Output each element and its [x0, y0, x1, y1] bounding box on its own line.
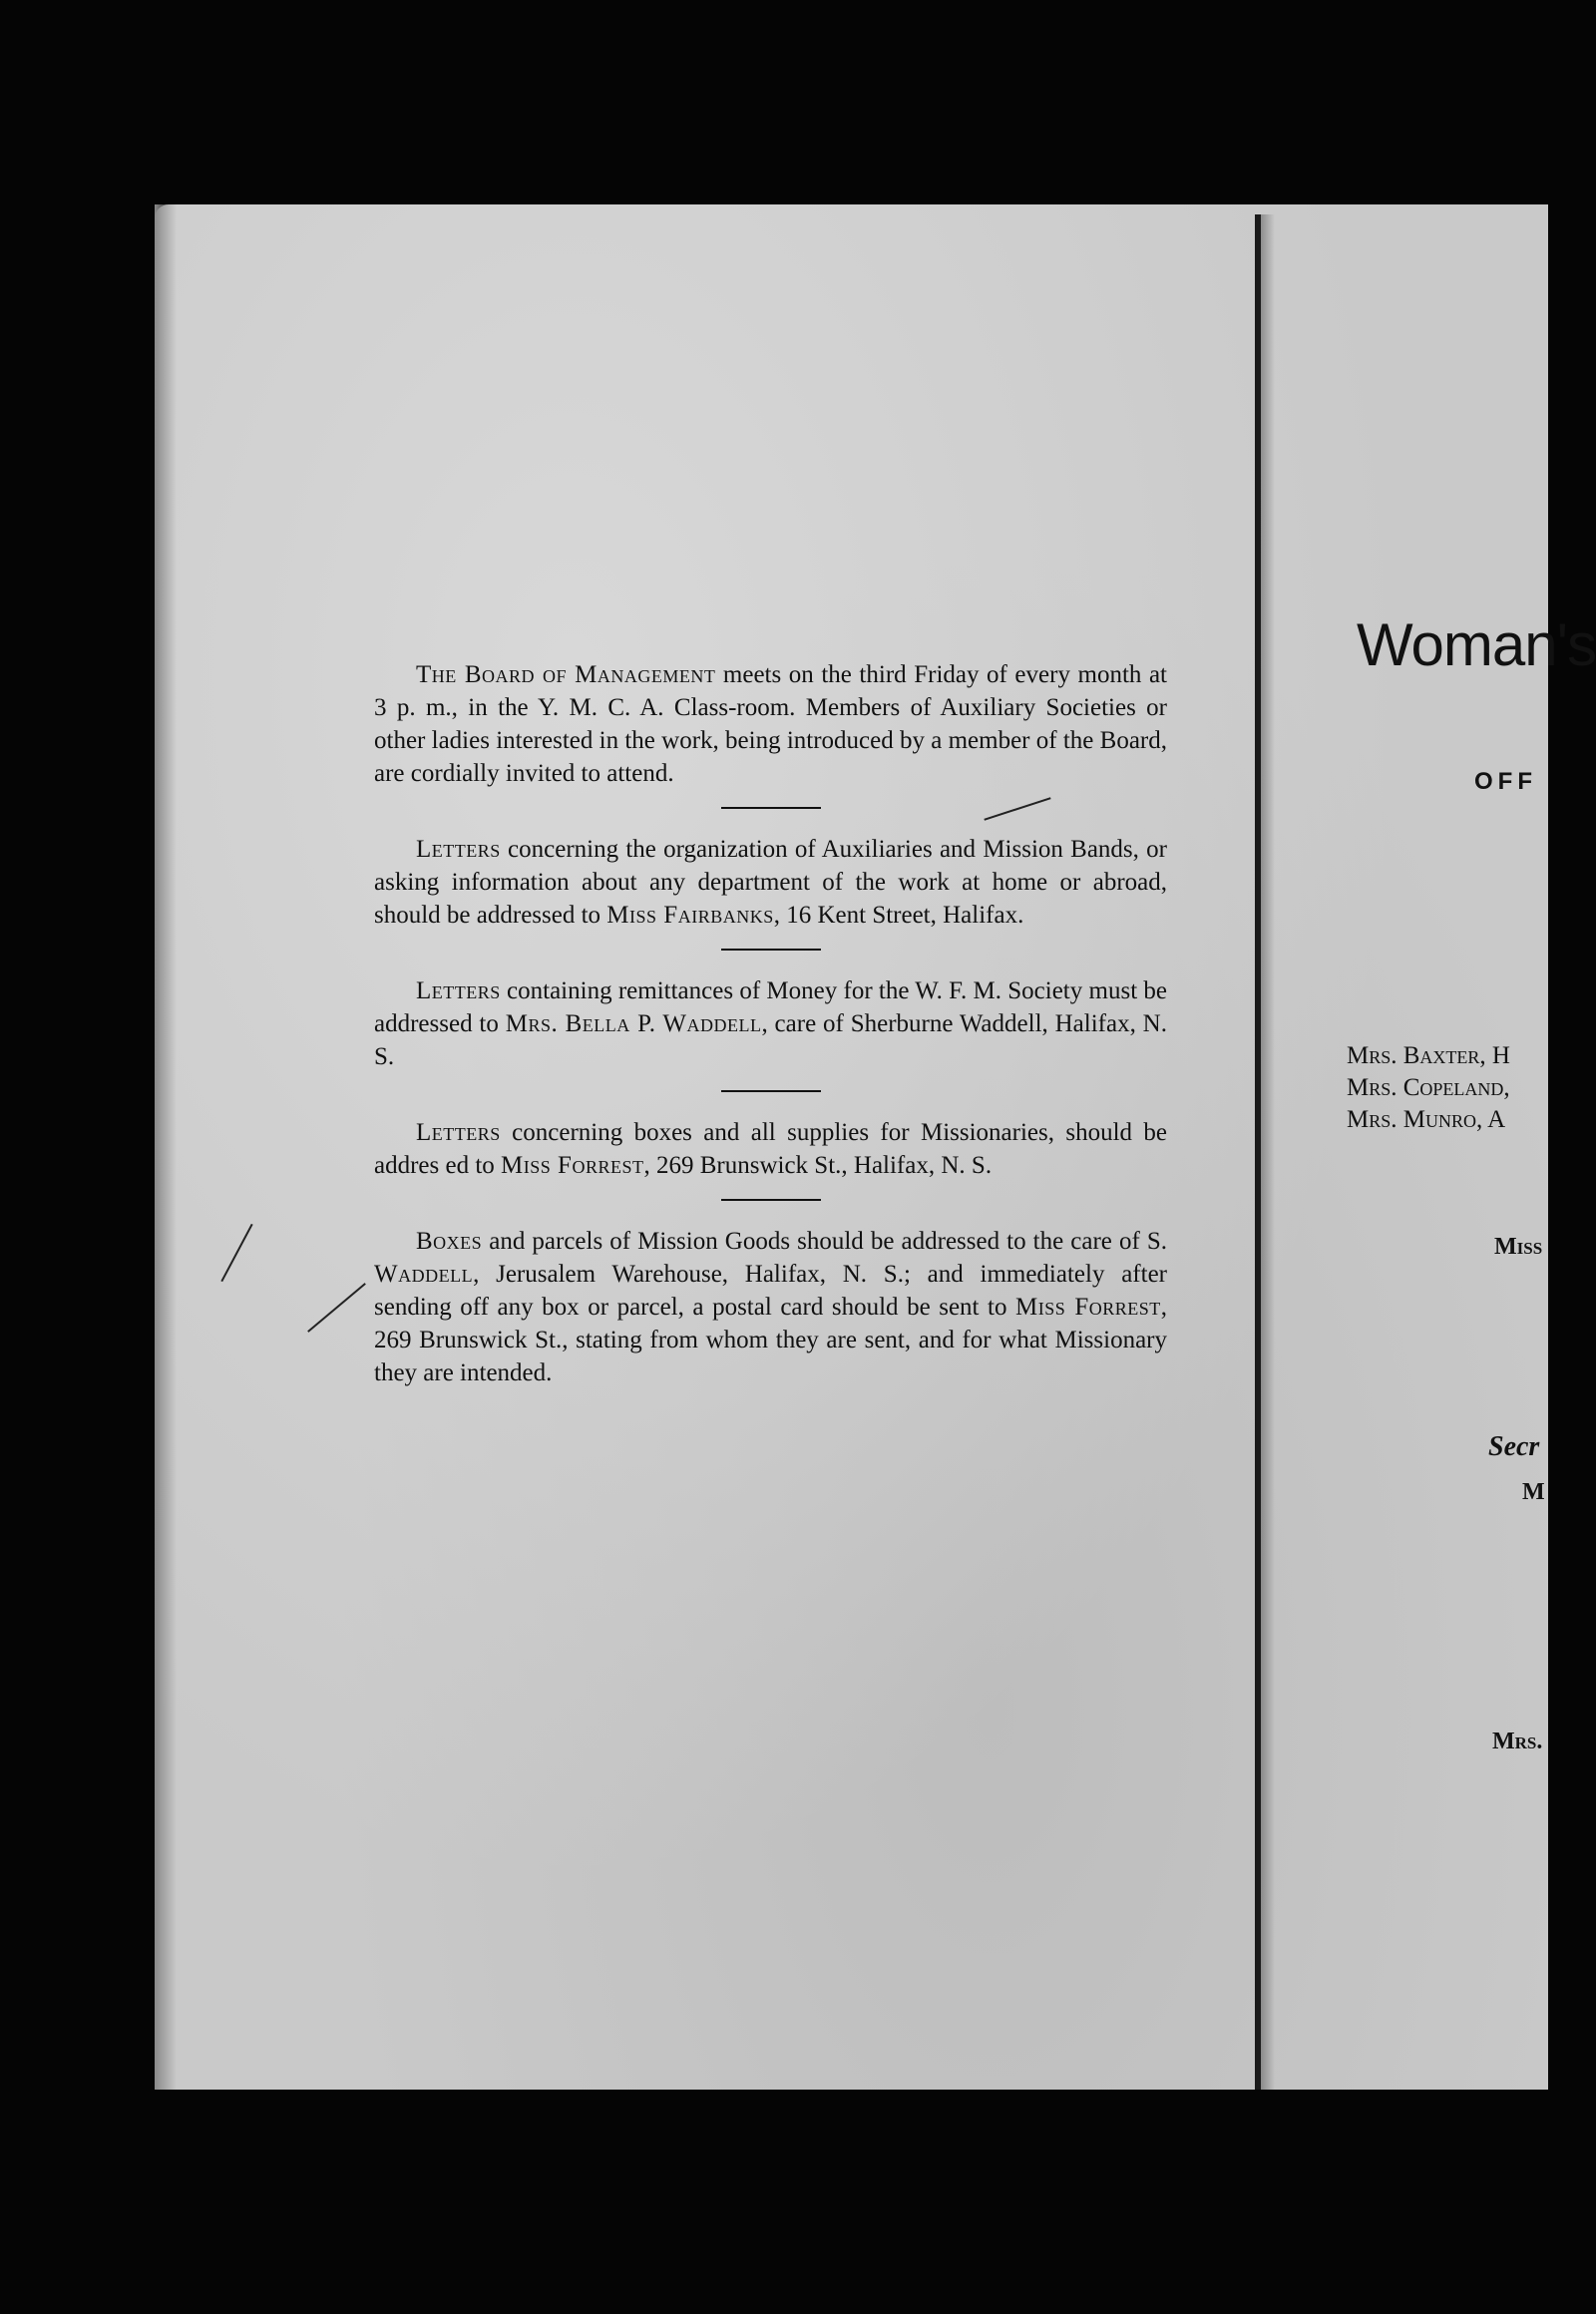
lead-words: The Board of Management	[416, 661, 716, 688]
paragraph-text: concerning the organization of Auxiliaries and Mission Bands, or asking information about any department of the work at home or abroad, should be addressed to	[374, 836, 1167, 929]
divider-rule	[721, 1090, 821, 1092]
paragraph-text: meets on the third Friday of every month at 3 p. m., in the Y. M. C. A. Class-room. Members of Auxiliary Societies or other ladies interested in the work, being introduced by a member of the Board, are cordially invited to attend.	[374, 661, 1167, 787]
officer-line: Mrs. Baxter, H	[1347, 1042, 1510, 1069]
paragraph-remittance-letters	[374, 974, 1167, 1073]
lead-words: Boxes	[416, 1228, 483, 1255]
paragraph-tail: , care of Sherburne Waddell, Halifax, N. S.	[374, 1010, 1167, 1070]
right-page-label: Miss	[1494, 1234, 1543, 1260]
lead-words: Letters	[416, 977, 501, 1004]
right-page-label: M	[1522, 1479, 1545, 1505]
lead-words: Letters	[416, 1119, 501, 1146]
divider-rule	[721, 949, 821, 951]
paragraph-board-meetings	[374, 658, 1167, 790]
paragraph-tail: , 269 Brunswick St., Halifax, N. S.	[643, 1152, 993, 1179]
contact-name: Miss Forrest	[1015, 1294, 1161, 1321]
contact-name: Miss Forrest	[501, 1152, 644, 1179]
lead-words: Letters	[416, 836, 501, 863]
paragraph-text: and parcels of Mission Goods should be addressed to the care of S.	[482, 1228, 1167, 1255]
paragraph-tail: , Jerusalem Warehouse, Halifax, N. S.; and immediately after sending off any box or parcel, a postal card should be sent to	[374, 1261, 1167, 1321]
divider-rule	[721, 1199, 821, 1201]
paragraph-tail: , 16 Kent Street, Halifax.	[773, 902, 1024, 929]
right-page-label: Mrs.	[1492, 1729, 1543, 1754]
contact-name: Miss Fairbanks	[606, 902, 774, 929]
divider-rule	[721, 807, 821, 809]
paragraph-text: containing remittances of Money for the W. F. M. Society must be addressed to	[374, 977, 1167, 1037]
right-page-subtitle: OFF	[1474, 768, 1537, 795]
contact-name: Waddell	[374, 1261, 474, 1288]
paragraph-organization-letters	[374, 833, 1167, 932]
officer-line: Mrs. Copeland,	[1347, 1074, 1510, 1101]
contact-name: Mrs. Bella P. Waddell	[505, 1010, 762, 1037]
paragraph-boxes-parcels	[374, 1225, 1167, 1389]
paragraph-supplies-letters	[374, 1116, 1167, 1182]
right-page-title: Woman's	[1357, 611, 1596, 678]
right-page-heading: Secr	[1488, 1431, 1540, 1462]
notice-text-block	[374, 658, 1167, 1389]
page-fold-shadow	[1261, 214, 1275, 2090]
officer-line: Mrs. Munro, A	[1347, 1106, 1506, 1133]
paragraph-tail: , 269 Brunswick St., stating from whom they are sent, and for what Missionary they are intended.	[374, 1294, 1167, 1386]
paragraph-text: concerning boxes and all supplies for Missionaries, should be addres ed to	[374, 1119, 1167, 1179]
page-edge-shadow	[155, 204, 177, 2090]
